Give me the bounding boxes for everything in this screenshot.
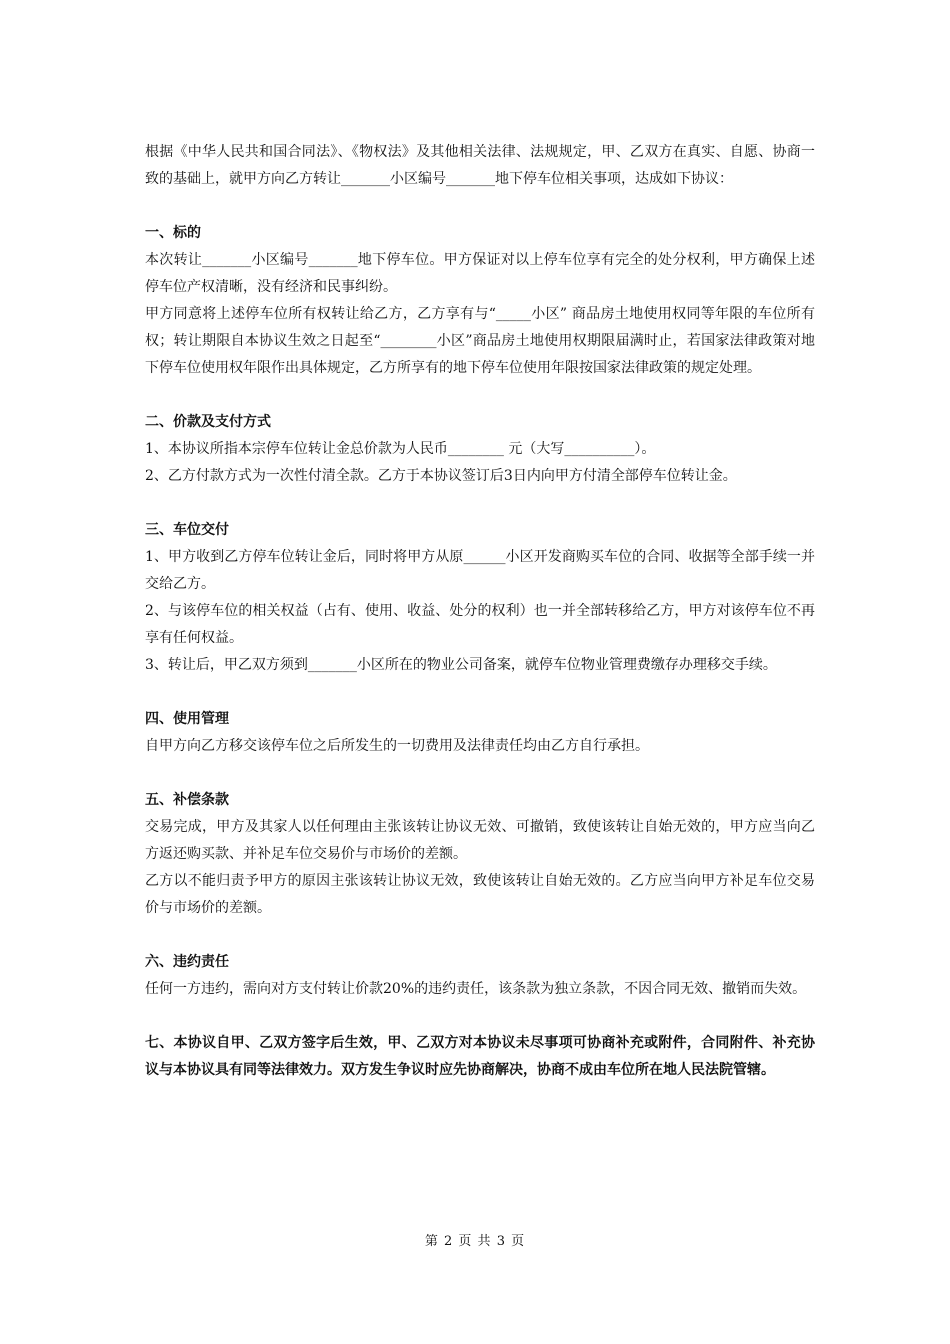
section-5-paragraph-1: 交易完成，甲方及其家人以任何理由主张该转让协议无效、可撤销，致使该转让自始无效的，甲方应当向乙方返还购买款、并补足车位交易价与市场价的差额。 — [145, 819, 815, 862]
section-2-paragraph-1: 1、本协议所指本宗停车位转让金总价款为人民币________ 元（大写__________）。 — [145, 441, 656, 457]
section-5-paragraph-2: 乙方以不能归责予甲方的原因主张该转让协议无效，致使该转让自始无效的。乙方应当向甲方补足车位交易价与市场价的差额。 — [145, 873, 815, 916]
section-3-heading: 三、车位交付 — [145, 522, 229, 538]
section-1-paragraph-2: 甲方同意将上述停车位所有权转让给乙方，乙方享有与“_____小区” 商品房土地使用权同等年限的车位所有权；转让期限自本协议生效之日起至“________小区”商品房土地使用权期限届满时止，若国家法律政策对地下停车位使用权年限作出具体规定，乙方所享有的地下停车位使用年限按国家法律政策的规定处理。 — [145, 306, 815, 376]
section-4-heading: 四、使用管理 — [145, 711, 229, 727]
section-6-paragraph-1: 任何一方违约，需向对方支付转让价款20%的违约责任，该条款为独立条款，不因合同无效、撤销而失效。 — [145, 981, 807, 997]
section-3-paragraph-1: 1、甲方收到乙方停车位转让金后，同时将甲方从原______小区开发商购买车位的合同、收据等全部手续一并交给乙方。 — [145, 549, 815, 592]
document-body — [145, 139, 815, 1084]
section-4-paragraph-1: 自甲方向乙方移交该停车位之后所发生的一切费用及法律责任均由乙方自行承担。 — [145, 738, 649, 754]
page-number-footer: 第 2 页 共 3 页 — [424, 1234, 526, 1249]
section-1-heading: 一、标的 — [145, 225, 201, 241]
closing-clause: 七、本协议自甲、乙双方签字后生效，甲、乙双方对本协议未尽事项可协商补充或附件，合同附件、补充协议与本协议具有同等法律效力。双方发生争议时应先协商解决，协商不成由车位所在地人民法院管辖。 — [145, 1035, 815, 1078]
section-6-heading: 六、违约责任 — [145, 954, 229, 970]
section-2-heading: 二、价款及支付方式 — [145, 414, 271, 430]
section-3-paragraph-3: 3、转让后，甲乙双方须到_______小区所在的物业公司备案，就停车位物业管理费缴存办理移交手续。 — [145, 657, 777, 673]
section-3-paragraph-2: 2、与该停车位的相关权益（占有、使用、收益、处分的权利）也一并全部转移给乙方，甲方对该停车位不再享有任何权益。 — [145, 603, 815, 646]
section-2-paragraph-2: 2、乙方付款方式为一次性付清全款。乙方于本协议签订后3日内向甲方付清全部停车位转让金。 — [145, 468, 737, 484]
section-5-heading: 五、补偿条款 — [145, 792, 229, 808]
intro-paragraph: 根据《中华人民共和国合同法》、《物权法》及其他相关法律、法规规定，甲、乙双方在真实、自愿、协商一致的基础上，就甲方向乙方转让_______小区编号_______地下停车位相关事项，达成如下协议： — [145, 144, 815, 187]
section-1-paragraph-1: 本次转让_______小区编号_______地下停车位。甲方保证对以上停车位享有完全的处分权利，甲方确保上述停车位产权清晰，没有经济和民事纠纷。 — [145, 252, 815, 295]
